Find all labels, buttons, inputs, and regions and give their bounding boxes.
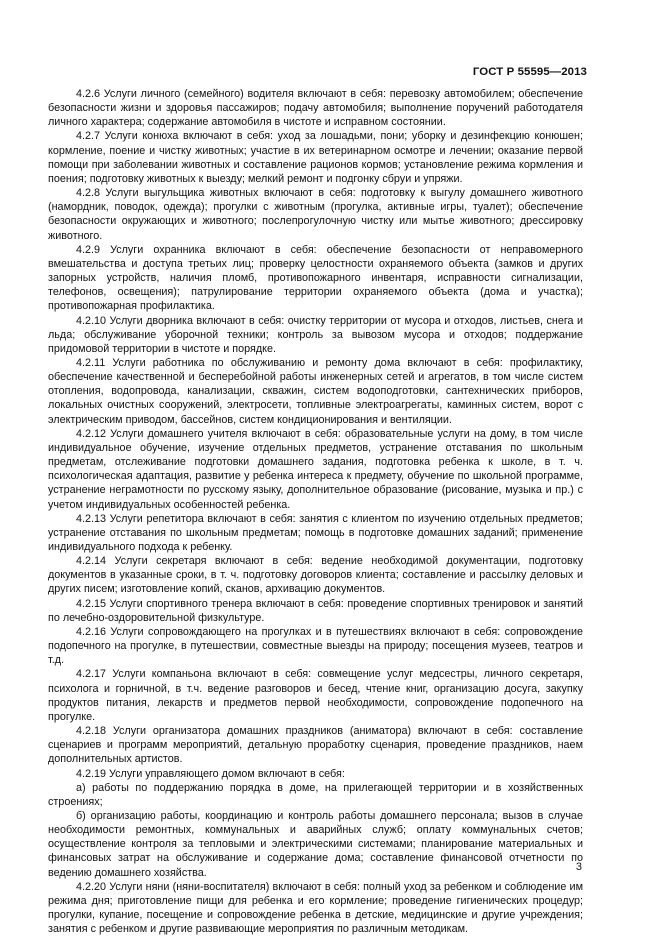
list-item-b: б) организацию работы, координацию и контроль работы домашнего персонала; вызов в случае необходимости ремонтных, коммунальных и аварийных служб; оплату коммунальных счетов; осуществление контроля за тепловыми и электрическими системами; планирование материальных и финансовых затрат на обслуживание и содержание дома; составление финансовой отчетности по ведению домашнего хозяйства. bbox=[48, 809, 583, 879]
document-body bbox=[48, 87, 583, 936]
paragraph-4-2-9: 4.2.9 Услуги охранника включают в себя: обеспечение безопасности от неправомерного вмешательства и доступа третьих лиц; проверку целостности охраняемого объекта (замков и других запорных устройств, наличия пломб, противопожарного инвентаря, исправности сигнализации, телефонов, освещения); патрулирование территории охраняемого объекта (дома и участка); противопожарная профилактика. bbox=[48, 243, 583, 313]
paragraph-4-2-14: 4.2.14 Услуги секретаря включают в себя: ведение необходимой документации, подготовку документов в указанные сроки, в т. ч. подготовку договоров клиента; составление и рассылку деловых и других писем; изготовление копий, сканов, архивацию документов. bbox=[48, 555, 583, 596]
paragraph-4-2-13: 4.2.13 Услуги репетитора включают в себя: занятия с клиентом по изучению отдельных предметов; устранение отставания по школьным предметам; помощь в подготовке домашних заданий; применение индивидуального подхода к ребенку. bbox=[48, 512, 583, 553]
page-number: 3 bbox=[575, 861, 582, 873]
paragraph-4-2-17: 4.2.17 Услуги компаньона включают в себя: совмещение услуг медсестры, личного секретаря, психолога и горничной, в т.ч. ведение разговоров и бесед, чтение книг, организацию досуга, закупку продуктов питания, лекарств и предметов первой необходимости, сопровождение подопечного на прогулке. bbox=[48, 668, 583, 723]
paragraph-4-2-18: 4.2.18 Услуги организатора домашних праздников (аниматора) включают в себя: составление сценариев и программ мероприятий, детальную проработку сценария, проведение праздников, наем дополнительных артистов. bbox=[48, 725, 583, 766]
standard-code-header: ГОСТ Р 55595—2013 bbox=[472, 66, 587, 78]
paragraph-4-2-12: 4.2.12 Услуги домашнего учителя включают в себя: образовательные услуги на дому, в том числе индивидуальное обучение, изучение отдельных предметов, устранение отставания по школьным предметам, отслеживание подготовки домашнего задания, подготовка ребенка к школе, в т. ч. психологическая адаптация, развитие у ребенка интереса к предмету, обучение по школьной программе, устранение неграмотности по русскому языку, дополнительное образование (рисование, музыка и пр.) с учетом индивидуальных особенностей ребенка. bbox=[48, 427, 583, 511]
paragraph-4-2-7: 4.2.7 Услуги конюха включают в себя: уход за лошадьми, пони; уборку и дезинфекцию конюшен; кормление, поение и чистку животных; участие в их ветеринарном осмотре и лечении; оказание первой помощи при заболевании животных и составление рационов кормов; установление режима кормления и поения; подготовку животных к выезду; мелкий ремонт и подгонку сбруи и упряжи. bbox=[48, 130, 583, 185]
paragraph-4-2-20: 4.2.20 Услуги няни (няни-воспитателя) включают в себя: полный уход за ребенком и соблюдение им режима дня; приготовление пищи для ребенка и его кормление; проведение гигиенических процедур; прогулки, купание, посещение и сопровождение ребенка в детские, медицинские и другие учреждения; занятия с ребенком и другие развивающие мероприятия по различным методикам. bbox=[48, 880, 583, 936]
paragraph-4-2-15: 4.2.15 Услуги спортивного тренера включают в себя: проведение спортивных тренировок и занятий по лечебно-оздоровительной физкультуре. bbox=[48, 597, 583, 624]
paragraph-4-2-6: 4.2.6 Услуги личного (семейного) водителя включают в себя: перевозку автомобилем; обеспечение безопасности жизни и здоровья пассажиров; подачу автомобиля; выполнение поручений работодателя личного характера; содержание автомобиля в чистоте и исправном состоянии. bbox=[48, 88, 583, 129]
list-item-a: а) работы по поддержанию порядка в доме, на прилегающей территории и в хозяйственных строениях; bbox=[48, 781, 583, 808]
paragraph-4-2-16: 4.2.16 Услуги сопровождающего на прогулках и в путешествиях включают в себя: сопровождение подопечного на прогулке, в путешествии, совместные выезды на природу; посещения музеев, театров и т.д. bbox=[48, 625, 583, 667]
paragraph-4-2-8: 4.2.8 Услуги выгульщика животных включают в себя: подготовку к выгулу домашнего животного (намордник, поводок, одежда); прогулки с животным (прогулка, активные игры, туалет); обеспечение безопасности окружающих и животного; послепрогулочную чистку или мытье животного; дрессировку животного. bbox=[48, 187, 583, 242]
paragraph-4-2-10: 4.2.10 Услуги дворника включают в себя: очистку территории от мусора и отходов, листьев, снега и льда; обслуживание уборочной техники; контроль за вывозом мусора и отходов; поддержание придомовой территории в чистоте и порядке. bbox=[48, 314, 583, 355]
paragraph-4-2-19: 4.2.19 Услуги управляющего домом включают в себя: bbox=[76, 767, 345, 780]
paragraph-4-2-11: 4.2.11 Услуги работника по обслуживанию и ремонту дома включают в себя: профилактику, обеспечение качественной и бесперебойной работы инженерных сетей и агрегатов, в том числе систем отопления, водопровода, канализации, скважин, систем водоподготовки, сантехнических приборов, локальных очистных сооружений, электросети, топливные электроагрегаты, каминных систем, ворот с электрическим приводом, бассейнов, систем кондиционирования и вентиляции. bbox=[48, 356, 583, 426]
